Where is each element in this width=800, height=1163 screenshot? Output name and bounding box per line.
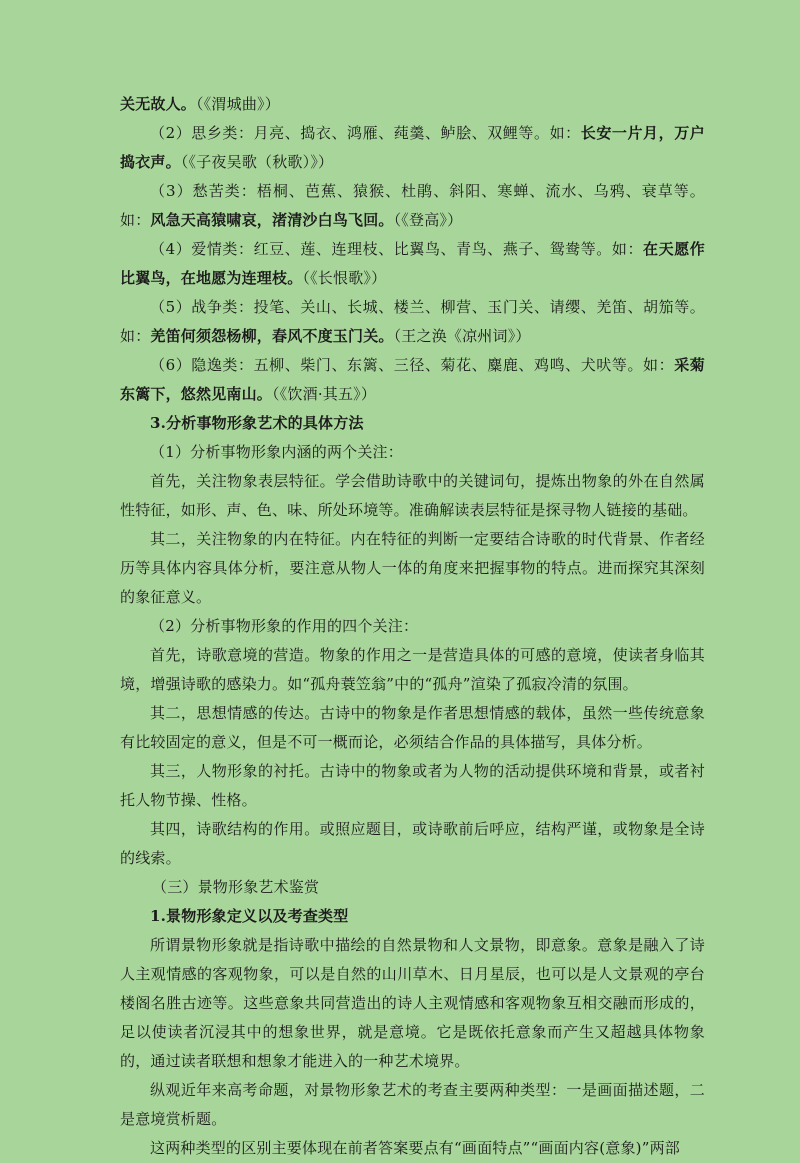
paragraph-war	[120, 293, 705, 351]
section-heading-scenery: （三）景物形象艺术鉴赏	[152, 878, 320, 896]
paragraph-character-contrast: 其三，人物形象的衬托。古诗中的物象或者为人物的活动提供环境和背景，或者衬托人物节操、性格。	[120, 762, 705, 809]
paragraph-inner-features: 其二，关注物象的内在特征。内在特征的判断一定要结合诗歌的时代背景、作者经历等具体内容具体分析，要注意从物人一体的角度来把握事物的特点。进而探究其深刻的象征意义。	[120, 530, 705, 606]
poem-quote: 关无故人。	[120, 95, 197, 113]
poem-quote: 风急天高猿啸哀，渚清沙白鸟飞回。	[150, 211, 394, 229]
paragraph-frontier-example	[120, 90, 705, 119]
paragraph-mood-creation: 首先，诗歌意境的营造。物象的作用之一是营造具体的可感的意境，使读者身临其境，增强诗歌的感染力。如“孤舟蓑笠翁”中的“孤舟”渲染了孤寂冷清的氛围。	[120, 646, 705, 693]
poem-source: （王之涣《凉州词》）	[393, 327, 531, 345]
poem-quote: 在天愿作比翼鸟，在地愿为连理枝。	[120, 240, 705, 287]
poem-quote: 羌笛何须怨杨柳，春风不度玉门关。	[150, 327, 394, 345]
poem-source: （《饮酒·其五》）	[272, 385, 377, 403]
paragraph-sorrow	[120, 177, 705, 235]
poem-quote: 采菊东篱下，悠然见南山。	[120, 356, 705, 403]
paragraph-structure-role: 其四，诗歌结构的作用。或照应题目，或诗歌前后呼应，结构严谨，或物象是全诗的线索。	[120, 820, 705, 867]
category-text: （4）爱情类：红豆、莲、连理枝、比翼鸟、青鸟、燕子、鸳鸯等。如：	[150, 240, 644, 258]
paragraph-type-difference: 这两种类型的区别主要体现在前者答案要点有“画面特点”“画面内容(意象)”两部	[150, 1139, 680, 1157]
paragraph-love	[120, 235, 705, 293]
poem-source: （《渭城曲》）	[196, 95, 280, 113]
paragraph-reclusive	[120, 351, 705, 409]
heading-scenery-definition: 1.景物形象定义以及考查类型	[150, 907, 349, 925]
poem-quote: 长安一片月，万户捣衣声。	[120, 124, 705, 171]
subheading-connotation: （1）分析事物形象内涵的两个关注：	[150, 443, 403, 461]
poem-source: （《登高》）	[393, 211, 463, 229]
paragraph-emotion-conveyance: 其二，思想情感的传达。古诗中的物象是作者思想情感的载体，虽然一些传统意象有比较固定的意义，但是不可一概而论，必须结合作品的具体描写，具体分析。	[120, 704, 705, 751]
category-text: （2）思乡类：月亮、捣衣、鸿雁、莼羹、鲈脍、双鲤等。如：	[150, 124, 581, 142]
paragraph-surface-features: 首先，关注物象表层特征。学会借助诗歌中的关键词句，提炼出物象的外在自然属性特征，如形、声、色、味、所处环境等。准确解读表层特征是探寻物人链接的基础。	[120, 472, 705, 519]
paragraph-exam-types: 纵观近年来高考命题，对景物形象艺术的考查主要两种类型：一是画面描述题，二是意境赏析题。	[120, 1081, 705, 1128]
paragraph-scenery-definition: 所谓景物形象就是指诗歌中描绘的自然景物和人文景物，即意象。意象是融入了诗人主观情感的客观物象，可以是自然的山川草木、日月星辰，也可以是人文景观的亭台楼阁名胜古迹等。这些意象共同营造出的诗人主观情感和客观物象互相交融而形成的，足以使读者沉浸其中的想象世界，就是意境。它是既依托意象而产生又超越具体物象的，通过读者联想和想象才能进入的一种艺术境界。	[120, 936, 705, 1070]
category-text: （5）战争类：投笔、关山、长城、楼兰、柳营、玉门关、请缨、羌笛、胡笳等。如：	[120, 298, 705, 345]
poem-source: （《长恨歌》）	[302, 269, 387, 287]
category-text: （3）愁苦类：梧桐、芭蕉、猿猴、杜鹃、斜阳、寒蝉、流水、乌鸦、衰草等。如：	[120, 182, 705, 229]
category-text: （6）隐逸类：五柳、柴门、东篱、三径、菊花、麋鹿、鸡鸣、犬吠等。如：	[150, 356, 675, 374]
poem-source: （《子夜吴歌（秋歌）》）	[180, 153, 334, 171]
subheading-functions: （2）分析事物形象的作用的四个关注：	[150, 617, 419, 635]
paragraph-homesick	[120, 119, 705, 177]
heading-analysis-methods: 3.分析事物形象艺术的具体方法	[150, 414, 364, 432]
